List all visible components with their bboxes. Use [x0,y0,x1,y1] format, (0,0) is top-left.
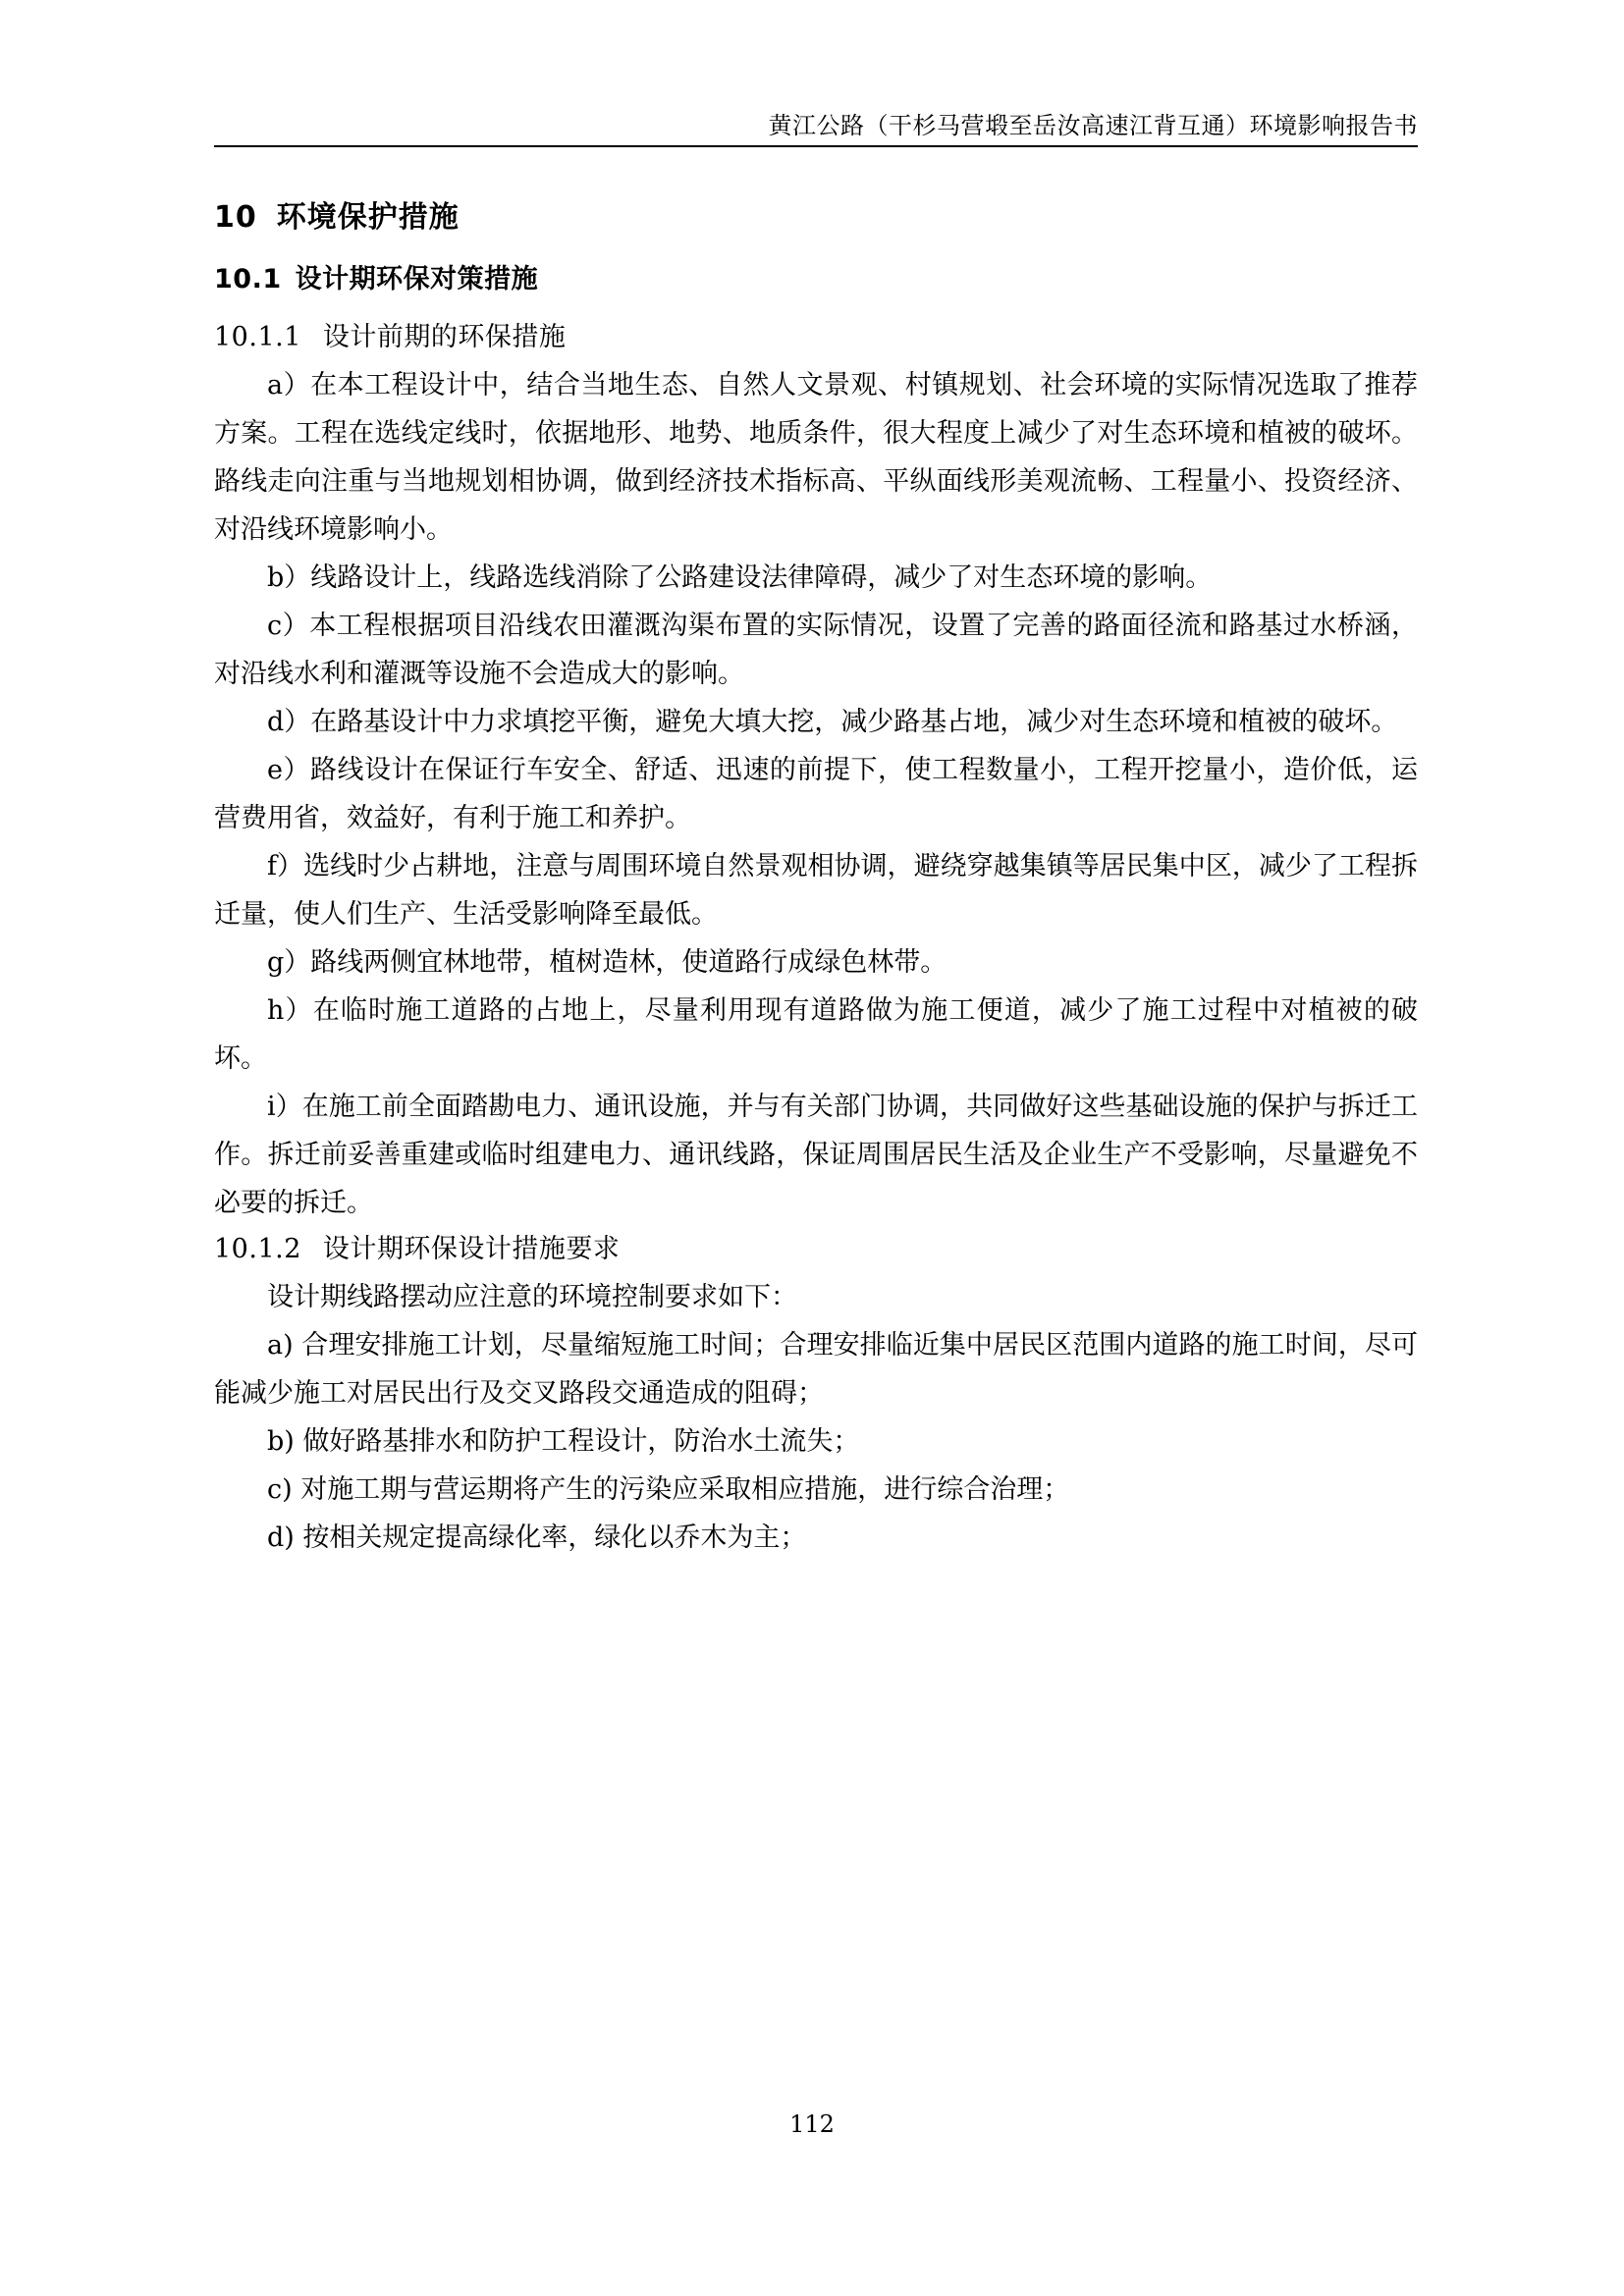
paragraph-i: i）在施工前全面踏勘电力、通讯设施，并与有关部门协调，共同做好这些基础设施的保护与拆迁工作。拆迁前妥善重建或临时组建电力、通讯线路，保证周围居民生活及企业生产不受影响，尽量避免不必要的拆迁。 [214,1092,1418,1218]
page-number: 112 [789,2110,835,2138]
paragraph-e: e）路线设计在保证行车安全、舒适、迅速的前提下，使工程数量小，工程开挖量小，造价低，运营费用省，效益好，有利于施工和养护。 [214,755,1418,833]
running-header: 黄江公路（干杉马营塅至岳汝高速江背互通）环境影响报告书 [768,112,1418,139]
subsection-heading [214,257,1418,295]
paragraph-a: a）在本工程设计中，结合当地生态、自然人文景观、村镇规划、社会环境的实际情况选取了推荐方案。工程在选线定线时，依据地形、地势、地质条件，很大程度上减少了对生态环境和植被的破坏。路线走向注重与当地规划相协调，做到经济技术指标高、平纵面线形美观流畅、工程量小、投资经济、对沿线环境影响小。 [214,370,1418,545]
paragraph-d: d）在路基设计中力求填挖平衡，避免大填大挖，减少路基占地，减少对生态环境和植被的破坏。 [267,707,1398,737]
requirement-d: d) 按相关规定提高绿化率，绿化以乔木为主； [267,1522,807,1553]
paragraph-g: g）路线两侧宜林地带，植树造林，使道路行成绿色林带。 [267,947,947,978]
sub-subsection-number-1: 10.1.1 [214,322,301,352]
requirement-b: b) 做好路基排水和防护工程设计，防治水土流失； [267,1426,860,1457]
paragraph-intro-2: 设计期线路摆动应注意的环境控制要求如下： [267,1282,797,1312]
section-title: 环境保护措施 [276,200,460,235]
paragraph-h: h）在临时施工道路的占地上，尽量利用现有道路做为施工便道，减少了施工过程中对植被的破坏。 [214,995,1418,1074]
section-heading [214,192,1418,236]
subsection-title: 设计期环保对策措施 [295,264,539,294]
sub-subsection-heading-2 [214,1227,1418,1265]
paragraph-f: f）选线时少占耕地，注意与周围环境自然景观相协调，避绕穿越集镇等居民集中区，减少了工程拆迁量，使人们生产、生活受影响降至最低。 [214,851,1418,930]
sub-subsection-number-2: 10.1.2 [214,1234,301,1264]
subsection-number: 10.1 [214,264,282,294]
paragraph-c: c）本工程根据项目沿线农田灌溉沟渠布置的实际情况，设置了完善的路面径流和路基过水桥涵，对沿线水利和灌溉等设施不会造成大的影响。 [214,611,1418,689]
page-content [214,192,1418,1562]
section-number: 10 [214,200,257,235]
sub-subsection-heading-1 [214,315,1418,353]
paragraph-b: b）线路设计上，线路选线消除了公路建设法律障碍，减少了对生态环境的影响。 [267,562,1213,593]
requirement-a: a) 合理安排施工计划，尽量缩短施工时间；合理安排临近集中居民区范围内道路的施工时间，尽可能减少施工对居民出行及交叉路段交通造成的阻碍； [214,1330,1418,1409]
requirement-c: c) 对施工期与营运期将产生的污染应采取相应措施，进行综合治理； [267,1474,1070,1505]
header-divider [214,145,1418,147]
sub-subsection-title-1: 设计前期的环保措施 [322,322,567,352]
sub-subsection-title-2: 设计期环保设计措施要求 [322,1234,621,1264]
